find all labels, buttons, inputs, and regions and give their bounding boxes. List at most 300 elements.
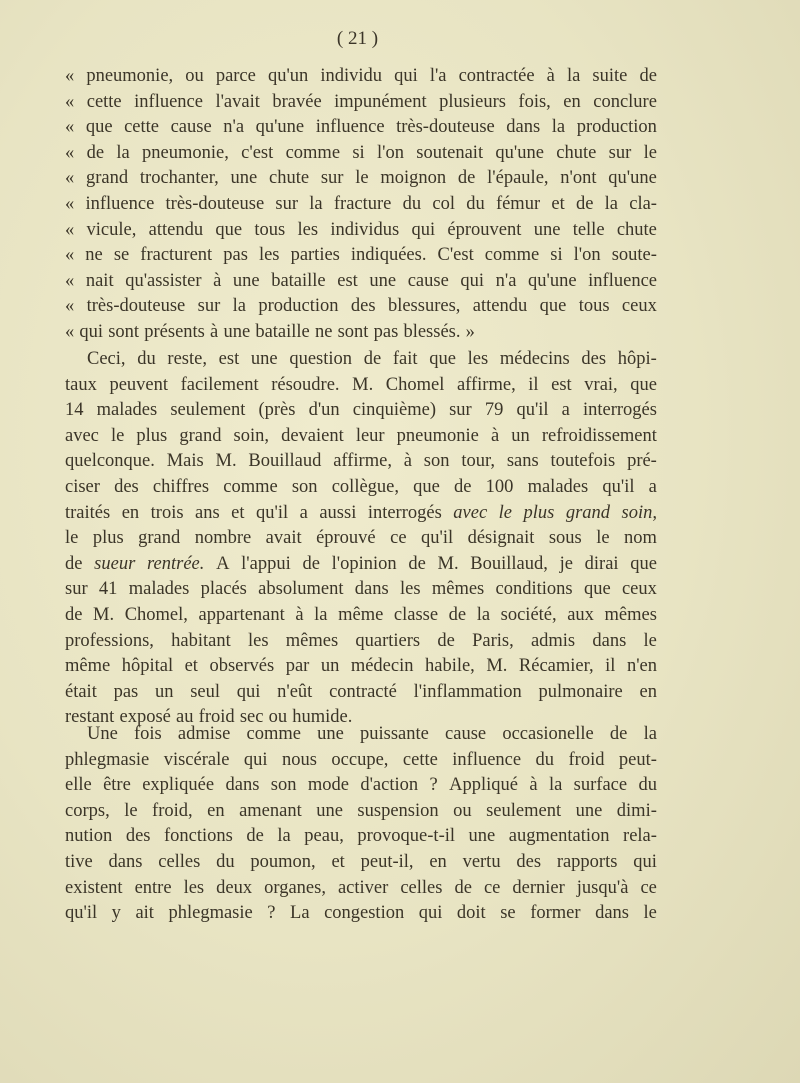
word: trochanter, <box>139 168 219 189</box>
word: exposé <box>119 707 171 728</box>
word: leur <box>355 425 385 446</box>
word: provoque-t-il <box>357 826 456 847</box>
word: la <box>277 826 291 847</box>
word: une <box>317 724 344 744</box>
word: sur <box>197 296 221 317</box>
word: reste, <box>167 349 207 369</box>
word: ans <box>195 502 220 523</box>
word: à <box>403 451 412 472</box>
word: de <box>454 877 472 898</box>
word: la <box>309 193 323 214</box>
word: la <box>566 66 581 86</box>
word: le <box>596 528 610 549</box>
word: « <box>65 91 75 112</box>
word: très-douteuse <box>396 117 495 138</box>
word: en <box>639 681 657 702</box>
word: qui <box>79 321 104 342</box>
word: seulement <box>170 400 246 421</box>
word: qu'une <box>608 168 657 189</box>
word: très-douteuse <box>86 296 186 317</box>
word: des <box>350 296 376 317</box>
word: il <box>605 656 616 677</box>
word: influence <box>134 91 203 112</box>
word: les <box>258 245 280 266</box>
word: ne <box>314 321 333 342</box>
word: classe <box>393 604 439 625</box>
word: fonctions <box>164 826 233 847</box>
word: froid <box>198 707 235 728</box>
word: fracturent <box>140 245 213 266</box>
word: qui <box>411 219 436 240</box>
word: le <box>643 630 657 651</box>
word: qu'il <box>602 476 635 497</box>
word: de <box>65 604 83 625</box>
text-line <box>65 577 657 603</box>
word: cla- <box>629 193 657 214</box>
word: « <box>65 321 75 342</box>
word: nombre <box>194 528 252 549</box>
word: interrogés <box>583 400 657 421</box>
paragraph-une-fois <box>65 722 657 927</box>
word: qu'il <box>256 502 289 523</box>
word: que <box>583 579 611 600</box>
word: de <box>454 476 472 497</box>
word: une <box>230 168 258 189</box>
word: Chomel, <box>124 604 188 625</box>
word: être <box>103 775 131 796</box>
text-line <box>65 218 657 244</box>
word: plus <box>92 528 124 549</box>
word: conclure <box>593 91 657 112</box>
word: pré- <box>627 451 657 472</box>
text-line <box>65 373 657 399</box>
text-line <box>65 799 657 825</box>
word: l'opinion <box>331 553 397 574</box>
word: collègue, <box>331 476 400 497</box>
word: n'en <box>626 656 657 677</box>
word: conditions <box>495 579 573 600</box>
word: cause <box>407 270 449 291</box>
word: de <box>639 66 657 86</box>
word: « <box>65 193 75 214</box>
word: organes, <box>264 877 326 898</box>
word: nait <box>85 270 114 291</box>
word: tour, <box>461 451 495 472</box>
word: comme <box>285 142 341 163</box>
text-line <box>65 722 657 748</box>
word: malades <box>527 476 589 497</box>
word: C'est <box>437 245 474 266</box>
word: parce <box>215 66 256 86</box>
text-line <box>65 475 657 501</box>
word: à <box>210 321 219 342</box>
word: la <box>551 117 566 138</box>
word: même <box>65 656 111 677</box>
word: devaient <box>281 425 344 446</box>
word: grand <box>138 528 181 549</box>
text-line <box>65 901 657 927</box>
word: de <box>609 724 628 744</box>
word: taux <box>65 374 97 395</box>
word: grand <box>565 502 611 523</box>
text-line <box>65 449 657 475</box>
text-line <box>65 603 657 629</box>
word: individus <box>330 219 400 240</box>
word: vrai, <box>584 374 618 395</box>
word: viscérale <box>163 749 230 770</box>
word: ce <box>483 877 501 898</box>
word: doit <box>456 903 486 924</box>
word: qui <box>418 903 443 924</box>
word: indiquées. <box>350 245 427 266</box>
word: Récamier, <box>518 656 594 677</box>
word: tous <box>254 219 286 240</box>
word: expliquée <box>142 775 215 796</box>
word: influence <box>85 193 155 214</box>
word: le <box>110 425 125 446</box>
word: mode <box>307 775 349 796</box>
word: « <box>65 245 75 266</box>
word: fait <box>392 349 418 369</box>
word: Ceci, <box>87 349 126 369</box>
word: Paris, <box>472 630 514 651</box>
word: des <box>516 851 542 872</box>
word: une <box>250 349 278 369</box>
word: bataille <box>255 321 310 342</box>
word: 79 <box>484 400 504 421</box>
word: blessés. <box>403 321 461 342</box>
word: plus <box>523 502 555 523</box>
word: « <box>65 219 75 240</box>
word: a <box>561 400 570 421</box>
word: et <box>231 502 245 523</box>
word: humide. <box>292 707 353 728</box>
word: suspension <box>357 800 439 821</box>
word: avec <box>453 502 488 523</box>
word: hôpital <box>121 656 174 677</box>
word: du <box>466 193 485 214</box>
word: que <box>539 296 567 317</box>
word: 14 <box>65 400 84 421</box>
word: est <box>337 270 358 291</box>
word: parties <box>290 245 340 266</box>
word: ciser <box>65 476 100 497</box>
text-line <box>65 347 657 373</box>
word: sueur <box>94 553 136 574</box>
word: Chomel <box>385 374 445 395</box>
word: refroidissement <box>541 425 657 446</box>
word: augmentation <box>508 826 610 847</box>
word: éprouvé <box>316 528 376 549</box>
word: si <box>352 142 365 163</box>
word: interrogés <box>367 502 442 523</box>
word: avec <box>65 425 99 446</box>
word: occupe, <box>331 749 389 770</box>
word: M. <box>215 451 237 472</box>
word: poumon, <box>250 851 316 872</box>
word: affirme, <box>333 451 392 472</box>
word: de <box>86 142 105 163</box>
word: une <box>575 800 603 821</box>
word: quelconque. <box>65 451 155 472</box>
word: fémur <box>495 193 541 214</box>
word: une <box>223 321 251 342</box>
word: A <box>216 553 230 574</box>
word: restant <box>65 707 115 728</box>
word: cause <box>170 117 212 138</box>
word: comme <box>246 724 301 744</box>
text-line <box>65 320 657 346</box>
word: ou <box>268 707 288 728</box>
word: hôpi- <box>617 349 657 369</box>
word: qui <box>394 66 418 86</box>
word: « <box>65 270 75 291</box>
word: sur <box>608 142 632 163</box>
word: en <box>563 91 581 112</box>
word: en <box>121 502 140 523</box>
word: l'on <box>573 245 601 266</box>
page-number: ( 21 ) <box>336 28 379 49</box>
word: médecin <box>350 656 414 677</box>
word: pulmonaire <box>538 681 623 702</box>
text-line <box>65 166 657 192</box>
word: habile, <box>424 656 475 677</box>
word: placés <box>200 579 247 600</box>
word: 100 <box>485 476 514 497</box>
word: vertu <box>462 851 501 872</box>
word: col <box>432 193 455 214</box>
word: grand <box>86 168 129 189</box>
word: soute- <box>611 245 657 266</box>
word: au <box>176 707 194 728</box>
word: amenant <box>239 800 302 821</box>
word: le <box>355 168 369 189</box>
word: les <box>467 349 489 369</box>
word: se <box>500 903 516 924</box>
word: de <box>302 553 320 574</box>
word: ou <box>453 800 472 821</box>
word: une <box>468 826 496 847</box>
word: tive <box>65 851 93 872</box>
word: se <box>113 245 130 266</box>
word: Appliqué <box>449 775 518 796</box>
word: l'avait <box>215 91 260 112</box>
word: sur <box>65 579 88 600</box>
word: y <box>111 903 121 924</box>
word: ceux <box>621 579 657 600</box>
word: que <box>85 117 113 138</box>
word: et <box>184 656 198 677</box>
text-line <box>65 773 657 799</box>
word: à <box>490 425 500 446</box>
word: comme <box>484 245 540 266</box>
text-line <box>65 243 657 269</box>
word: ne <box>85 245 103 266</box>
word: qu'il <box>516 400 549 421</box>
word: plusieurs <box>439 91 506 112</box>
word: le <box>643 903 657 924</box>
word: l'inflammation <box>413 681 522 702</box>
word: ou <box>185 66 204 86</box>
word: comme <box>223 476 278 497</box>
word: qui <box>243 749 268 770</box>
word: nom <box>624 528 657 549</box>
word: de <box>448 604 467 625</box>
word: cinquième) <box>352 400 436 421</box>
word: l'on <box>377 142 404 163</box>
word: n'a <box>495 270 517 291</box>
word: une <box>232 270 260 291</box>
word: peau, <box>304 826 344 847</box>
word: chiffres <box>152 476 210 497</box>
word: si <box>550 245 563 266</box>
word: est <box>551 374 572 395</box>
word: une <box>369 270 397 291</box>
word: de <box>457 168 476 189</box>
word: que <box>630 553 657 574</box>
word: froid, <box>152 800 193 821</box>
word: (près <box>258 400 296 421</box>
word: question <box>289 349 353 369</box>
word: est <box>218 349 240 369</box>
word: pas <box>373 321 399 342</box>
word: le <box>124 800 138 821</box>
word: sont <box>108 321 140 342</box>
word: de <box>363 349 382 369</box>
word: sous <box>548 528 582 549</box>
word: c'est <box>241 142 274 163</box>
word: en <box>429 851 447 872</box>
word: ait <box>135 903 154 924</box>
word: qu'assister <box>125 270 202 291</box>
word: sans <box>506 451 539 472</box>
word: Bouillaud, <box>470 553 548 574</box>
word: La <box>290 903 310 924</box>
word: dans <box>592 630 627 651</box>
word: admise <box>177 724 231 744</box>
word: jusqu'à <box>576 877 629 898</box>
word: production <box>576 117 657 138</box>
word: nous <box>282 749 317 770</box>
word: les <box>297 219 319 240</box>
word: en <box>207 800 225 821</box>
word: n'ont <box>560 168 597 189</box>
word: pas <box>113 681 139 702</box>
word: peut-il, <box>360 851 414 872</box>
word: surface <box>573 775 628 796</box>
word: qu'il <box>421 528 454 549</box>
word: il <box>528 374 539 395</box>
word: dans <box>354 579 389 600</box>
word: chute <box>616 219 657 240</box>
word: facilement <box>180 374 259 395</box>
word: Mais <box>166 451 204 472</box>
word: production <box>258 296 339 317</box>
word: qu'une <box>255 117 305 138</box>
word: les <box>399 579 421 600</box>
word: l'épaule, <box>487 168 549 189</box>
word: que <box>429 349 456 369</box>
word: de <box>408 553 426 574</box>
text-line <box>65 269 657 295</box>
word: à <box>529 775 538 796</box>
word: traités <box>65 502 111 523</box>
word: chute <box>269 168 310 189</box>
word: que <box>630 374 657 395</box>
word: impunément <box>334 91 427 112</box>
word: aux <box>567 604 594 625</box>
word: blessures, <box>387 296 461 317</box>
word: l'a <box>429 66 447 86</box>
word: rapports <box>556 851 618 872</box>
word: et <box>331 851 345 872</box>
word: un <box>154 681 174 702</box>
word: ? <box>429 775 438 796</box>
paragraph-ceci <box>65 347 657 731</box>
word: cette <box>86 91 122 112</box>
word: bravée <box>272 91 322 112</box>
word: qui <box>236 681 261 702</box>
word: cette <box>402 749 438 770</box>
word: dimi- <box>616 800 657 821</box>
word: nution <box>65 826 113 847</box>
word: attendu <box>472 296 528 317</box>
word: a <box>648 476 657 497</box>
word: influence <box>452 749 522 770</box>
word: » <box>465 321 475 342</box>
word: « <box>65 142 75 163</box>
word: contractée <box>458 66 535 86</box>
word: sur <box>275 193 299 214</box>
word: une <box>533 219 561 240</box>
word: le <box>643 142 657 163</box>
word: malades <box>128 579 190 600</box>
word: très-douteuse <box>165 193 265 214</box>
word: suite <box>592 66 628 86</box>
text-line <box>65 748 657 774</box>
word: M. <box>437 553 459 574</box>
word: la <box>232 296 246 317</box>
word: peut- <box>618 749 657 770</box>
word: de <box>246 826 264 847</box>
word: médecins <box>499 349 570 369</box>
word: les <box>183 877 205 898</box>
word: d'action <box>360 775 419 796</box>
word: des <box>114 476 139 497</box>
word: activer <box>337 877 389 898</box>
word: éprouvent <box>447 219 522 240</box>
word: Bouillaud <box>248 451 322 472</box>
word: à <box>546 66 555 86</box>
word: qu'une <box>495 142 544 163</box>
word: habitant <box>171 630 231 651</box>
word: seul <box>190 681 221 702</box>
word: « <box>65 66 75 86</box>
word: attendu <box>148 219 204 240</box>
word: admis <box>530 630 576 651</box>
word: froid <box>568 749 605 770</box>
word: pneumonie <box>396 425 479 446</box>
word: individu <box>320 66 383 86</box>
word: M. <box>93 604 115 625</box>
word: influence <box>315 117 385 138</box>
word: tous <box>578 296 610 317</box>
text-line <box>65 141 657 167</box>
word: qu'une <box>528 270 577 291</box>
word: un <box>320 656 340 677</box>
word: trois <box>150 502 184 523</box>
word: M. <box>486 656 508 677</box>
